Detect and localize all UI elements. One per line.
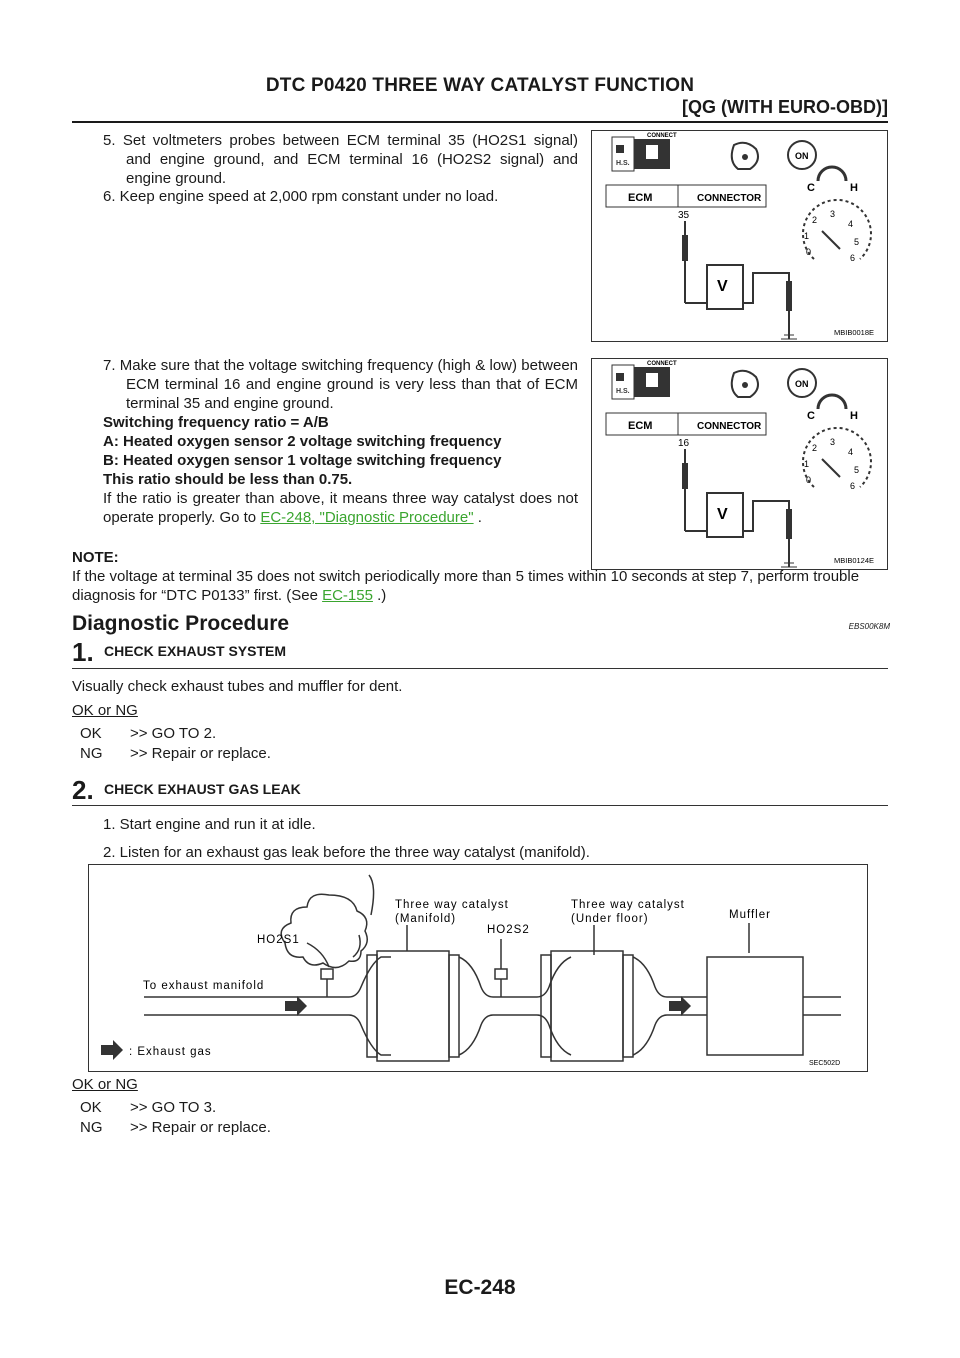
dial-2: 2 [812,443,818,453]
dial-1: 1 [804,231,810,241]
dial-3: 3 [830,437,836,447]
temp-h-label: H [850,410,858,422]
terminal-number: 16 [678,438,690,449]
step-2-title: CHECK EXHAUST GAS LEAK [104,781,301,797]
note-suffix: .) [372,587,387,604]
tachometer-dial [803,395,871,491]
voltmeter-label: V [717,278,728,295]
step-2-item: 1. Start engine and run it at idle. [103,816,316,833]
ratio-line: B: Heated oxygen sensor 1 voltage switching frequency [103,452,502,469]
muffler-label: Muffler [729,909,771,921]
dial-5: 5 [854,237,860,247]
step-6-text: 6. Keep engine speed at 2,000 rpm constant under no load. [103,188,499,205]
connector-label: CONNECTOR [697,193,762,204]
twc-manifold-sub: (Manifold) [395,913,457,925]
dial-5: 5 [854,465,860,475]
hs-label: H.S. [616,388,630,395]
exhaust-diagram [89,865,866,1070]
dial-6: 6 [850,253,856,263]
temp-c-label: C [807,182,815,194]
tachometer-dial [803,167,871,263]
ho2s2-label: HO2S2 [487,924,530,936]
diagnostic-procedure-link[interactable]: EC-248, "Diagnostic Procedure" [260,509,474,526]
step-2-items [103,815,590,862]
voltmeter-diagram-1 [592,131,886,340]
ratio-line: This ratio should be less than 0.75. [103,471,353,488]
note-block [72,548,592,567]
note-text: If the voltage at terminal 35 does not switch periodically more than 5 times within 10 seconds at step 7, perform trouble diagnosis for “DTC P0133” first. (See [72,568,860,604]
on-label: ON [795,151,809,161]
header-rule [72,121,888,123]
page-number: EC-248 [444,1276,516,1299]
ratio-line: Switching frequency ratio = A/B [103,414,329,431]
step-1-title: CHECK EXHAUST SYSTEM [104,643,287,659]
on-label: ON [795,379,809,389]
exhaust-gas-legend: : Exhaust gas [129,1046,212,1058]
dial-2: 2 [812,215,818,225]
connect-icon [612,133,677,171]
step-7-text: 7. Make sure that the voltage switching frequency (high & low) between ECM terminal 16 and engine ground is very less than that of ECM terminal 35 and engine ground. [103,357,578,412]
voltmeter-diagram-2 [592,359,886,568]
step-1-rule [72,668,888,669]
page-title: DTC P0420 THREE WAY CATALYST FUNCTION [265,75,695,96]
dial-6: 6 [850,481,856,491]
step-2-item: 2. Listen for an exhaust gas leak before the three way catalyst (manifold). [103,844,590,861]
dial-0: 0 [806,247,812,257]
step-2-number: 2. [72,775,94,805]
connect-label: CONNECT [647,361,677,367]
answer-ng: NG >> Repair or replace. [80,1119,271,1136]
ratio-note-text: If the ratio is greater than above, it means three way catalyst does not operate properly. Go to [103,490,578,526]
ratio-note [103,489,578,527]
ignition-key-icon [732,369,816,397]
answer-ok: OK >> GO TO 3. [80,1099,217,1116]
section-title: Diagnostic Procedure [72,612,290,635]
twc-underfloor-sub: (Under floor) [571,913,649,925]
terminal-number: 35 [678,210,690,221]
exhaust-system-figure [88,864,868,1072]
step-1-body: Visually check exhaust tubes and muffler for dent. [72,678,403,695]
step-1-okng: OK or NG [72,702,138,719]
step-2-okng: OK or NG [72,1076,138,1093]
step-1-number: 1. [72,637,94,667]
note-body [72,567,888,605]
step-2-rule [72,805,888,806]
hs-label: H.S. [616,160,630,167]
step-2-answers [80,1098,271,1138]
connect-label: CONNECT [647,133,677,139]
dial-3: 3 [830,209,836,219]
ec-155-link[interactable]: EC-155 [322,587,373,604]
exhaust-smoke [281,875,373,968]
answer-ng: NG >> Repair or replace. [80,745,271,762]
dial-1: 1 [804,459,810,469]
twc-manifold-label: Three way catalyst [395,899,509,911]
voltmeter-figure-2 [591,358,888,570]
ratio-block [103,413,578,489]
voltmeter-label: V [717,506,728,523]
answer-ok: OK >> GO TO 2. [80,725,217,742]
figure-id: MBIB0124E [834,556,875,565]
note-label: NOTE: [72,549,119,566]
ho2s1-label: HO2S1 [257,934,300,946]
connect-icon [612,361,677,399]
section-code: EBS00K8M [848,622,890,631]
twc-underfloor-label: Three way catalyst [571,899,685,911]
dial-0: 0 [806,475,812,485]
to-exhaust-manifold-label: To exhaust manifold [143,980,265,992]
page-subtitle: [QG (WITH EURO-OBD)] [682,97,888,117]
temp-c-label: C [807,410,815,422]
dial-4: 4 [848,219,854,229]
figure-id: MBIB0018E [834,328,875,337]
ratio-line: A: Heated oxygen sensor 2 voltage switching frequency [103,433,502,450]
temp-h-label: H [850,182,858,194]
dial-4: 4 [848,447,854,457]
ecm-label: ECM [628,192,653,204]
voltmeter-figure-1 [591,130,888,342]
figure-id: SEC502D [809,1060,841,1067]
connector-label: CONNECTOR [697,421,762,432]
exhaust-pipe [144,951,841,1061]
ratio-note-suffix: . [473,509,482,526]
ignition-key-icon [732,141,816,169]
step-1-answers [80,724,271,764]
step-5-text: 5. Set voltmeters probes between ECM terminal 35 (HO2S1 signal) and engine ground, and ECM terminal 16 (HO2S2 signal) and engine ground. [103,132,578,187]
ecm-label: ECM [628,420,653,432]
